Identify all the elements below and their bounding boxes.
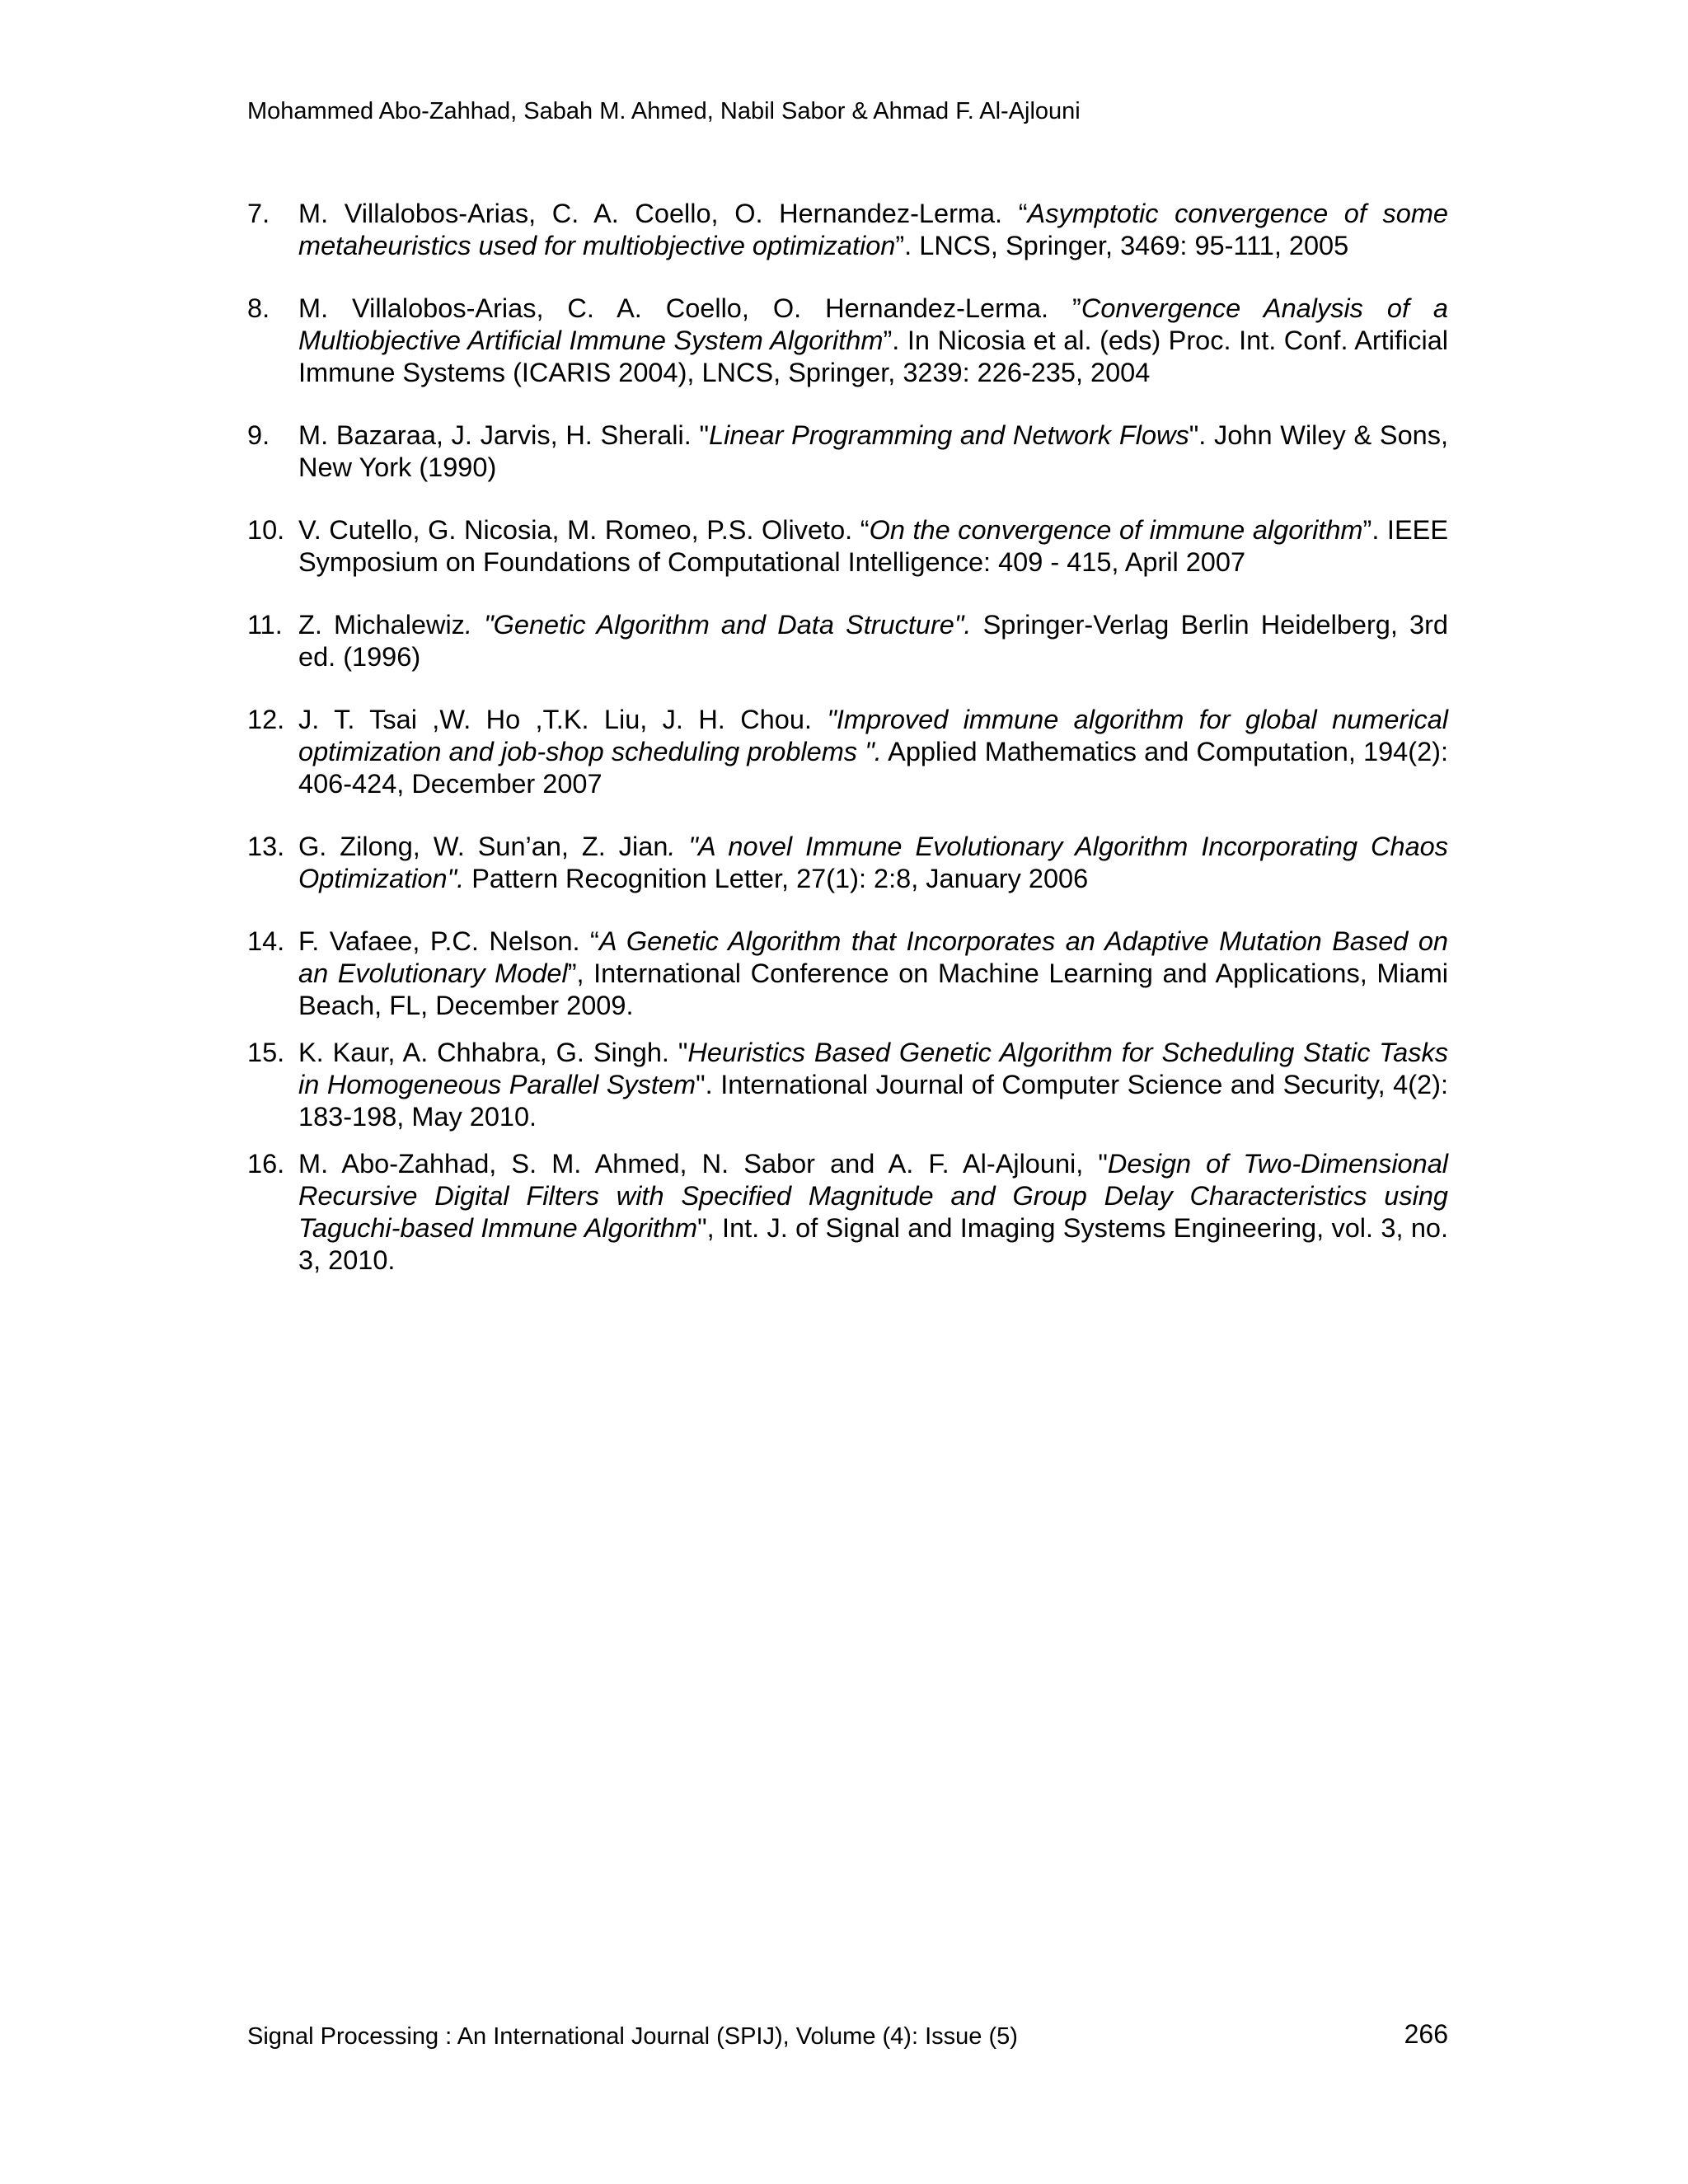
running-header-authors: Mohammed Abo-Zahhad, Sabah M. Ahmed, Nabil Sabor & Ahmad F. Al-Ajlouni [247,98,1081,124]
reference-text: G. Zilong, W. Sun’an, Z. Jian. "A novel Immune Evolutionary Algorithm Incorporating Chaos Optimization". Pattern Recognition Letter, 27(1): 2:8, January 2006 [298,832,1448,893]
running-footer-journal: Signal Processing : An International Journal (SPIJ), Volume (4): Issue (5) [247,2023,1018,2050]
page-number: 266 [1404,2019,1448,2049]
reference-number: 9. [247,420,270,450]
reference-item [247,609,1448,673]
reference-text: M. Villalobos-Arias, C. A. Coello, O. Hernandez-Lerma. ”Convergence Analysis of a Multiobjective Artificial Immune System Algorithm”. In Nicosia et al. (eds) Proc. Int. Conf. Artificial Immune Systems (ICARIS 2004), LNCS, Springer, 3239: 226-235, 2004 [298,293,1448,387]
reference-text: V. Cutello, G. Nicosia, M. Romeo, P.S. Oliveto. “On the convergence of immune algorithm”. IEEE Symposium on Foundations of Computational Intelligence: 409 - 415, April 2007 [298,515,1448,577]
reference-item [247,926,1448,1022]
reference-item [247,293,1448,389]
reference-list [247,198,1448,1307]
reference-item [247,419,1448,484]
reference-item [247,198,1448,262]
reference-item [247,831,1448,895]
reference-text: K. Kaur, A. Chhabra, G. Singh. "Heuristics Based Genetic Algorithm for Scheduling Static Tasks in Homogeneous Parallel System". International Journal of Computer Science and Security, 4(2): 183-198, May 2010. [298,1038,1448,1132]
reference-number: 8. [247,293,270,323]
reference-item [247,514,1448,579]
reference-number: 7. [247,199,270,228]
reference-number: 10. [247,515,285,545]
reference-item [247,1037,1448,1133]
reference-text: M. Bazaraa, J. Jarvis, H. Sherali. "Linear Programming and Network Flows". John Wiley & Sons, New York (1990) [298,420,1448,482]
reference-text: F. Vafaee, P.C. Nelson. “A Genetic Algorithm that Incorporates an Adaptive Mutation Based on an Evolutionary Model”, International Conference on Machine Learning and Applications, Miami Beach, FL, December 2009. [298,926,1449,1020]
reference-text: J. T. Tsai ,W. Ho ,T.K. Liu, J. H. Chou. "Improved immune algorithm for global numerical optimization and job-shop scheduling problems ". Applied Mathematics and Computation, 194(2): 406-424, December 2007 [298,705,1448,799]
reference-item [247,1148,1448,1277]
reference-item [247,704,1448,800]
reference-number: 12. [247,705,285,734]
reference-text: M. Abo-Zahhad, S. M. Ahmed, N. Sabor and A. F. Al-Ajlouni, "Design of Two-Dimensional Recursive Digital Filters with Specified Magnitude and Group Delay Characteristics using Taguchi-based Immune Algorithm", Int. J. of Signal and Imaging Systems Engineering, vol. 3, no. 3, 2010. [298,1149,1449,1275]
reference-number: 16. [247,1149,285,1179]
reference-text: Z. Michalewiz. "Genetic Algorithm and Data Structure". Springer-Verlag Berlin Heidelberg, 3rd ed. (1996) [298,610,1449,672]
reference-number: 14. [247,926,285,956]
reference-number: 13. [247,832,285,861]
reference-number: 11. [247,610,283,640]
reference-number: 15. [247,1038,285,1067]
reference-text: M. Villalobos-Arias, C. A. Coello, O. Hernandez-Lerma. “Asymptotic convergence of some metaheuristics used for multiobjective optimization”. LNCS, Springer, 3469: 95-111, 2005 [298,199,1448,260]
